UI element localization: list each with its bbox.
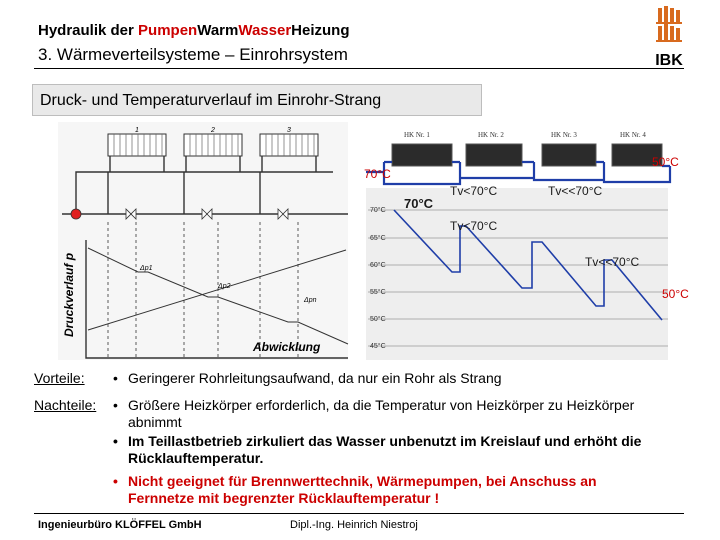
nachteile-label: Nachteile: [34, 397, 97, 413]
dp-label-n: Δpn [304, 297, 317, 304]
tv-temp-2: Tv<<70°C [548, 184, 603, 198]
header-title [38, 22, 350, 39]
tick-70: 70°C [370, 207, 386, 214]
header-divider [34, 68, 684, 69]
title-word-wasser: Wasser [238, 22, 292, 39]
radiator-3 [260, 134, 318, 156]
temperature-diagram [366, 131, 670, 360]
page-subtitle: 3. Wärmeverteilsysteme – Einrohrsystem [38, 45, 348, 64]
end-temp: 50°C [662, 287, 689, 301]
tv-temp-3: Tv<70°C [450, 219, 498, 233]
logo-flame-icon [656, 6, 682, 42]
title-word-heizung: Heizung [291, 22, 350, 39]
tick-55: 55°C [370, 289, 386, 296]
tick-45: 45°C [370, 343, 386, 350]
supply-temp-right: 50°C [652, 155, 679, 169]
bullet-dot: • [113, 473, 118, 489]
radiator-1 [108, 134, 166, 156]
dp-label-2: Δp2 [218, 283, 231, 290]
hk1-inlet-temp: 70°C [404, 196, 434, 211]
pump-icon [71, 209, 81, 219]
bullet-dot: • [113, 370, 118, 386]
tv-temp-1: Tv<70°C [450, 184, 498, 198]
radiator-2 [184, 134, 242, 156]
footer-company: Ingenieurbüro KLÖFFEL GmbH [38, 519, 202, 531]
dp-label-1: Δp1 [140, 265, 153, 272]
ibk-logo [652, 6, 686, 68]
nachteil-item-2 [113, 433, 693, 469]
nachteil-text-2: Im Teillastbetrieb zirkuliert das Wasser unbenutzt im Kreislauf und erhöht die Rücklauftemperatur. [128, 433, 642, 466]
pressure-axis-label: Druckverlauf p [62, 252, 76, 337]
nachteil-text-3: Nicht geeignet für Brennwerttechnik, Wärmepumpen, bei Anschuss an Fernnetze mit begrenzter Rücklauftemperatur ! [128, 473, 597, 506]
footer-author: Dipl.-Ing. Heinrich Niestroj [290, 519, 418, 531]
nachteil-item-1 [113, 397, 693, 433]
pressure-diagram [58, 122, 348, 360]
hk-radiator-2 [466, 144, 522, 166]
hk-radiator-3 [542, 144, 596, 166]
title-prefix: Hydraulik der [38, 22, 139, 39]
title-word-warm: Warm [197, 22, 239, 39]
section-title: Druck- und Temperaturverlauf im Einrohr-Strang [40, 92, 382, 109]
bullet-dot: • [113, 433, 118, 449]
radiator-label-3: 3 [287, 127, 291, 134]
nachteil-text-1: Größere Heizkörper erforderlich, da die Temperatur von Heizkörper zu Heizkörper abnimmt [128, 397, 635, 430]
tick-50: 50°C [370, 316, 386, 323]
vorteil-text: Geringerer Rohrleitungsaufwand, da nur ein Rohr als Strang [128, 370, 502, 386]
hk-label-4: HK Nr. 4 [620, 131, 646, 139]
radiator-label-2: 2 [211, 127, 215, 134]
logo-text: IBK [655, 52, 683, 68]
title-word-pumpen: Pumpen [138, 22, 198, 39]
footer-divider [34, 513, 684, 514]
hk-label-2: HK Nr. 2 [478, 131, 504, 139]
abwicklung-axis-label: Abwicklung [253, 340, 321, 354]
vorteile-label: Vorteile: [34, 370, 85, 386]
einrohr-diagram [48, 122, 688, 367]
vorteil-item [113, 370, 693, 390]
hk-radiator-1 [392, 144, 452, 166]
hk-label-3: HK Nr. 3 [551, 131, 577, 139]
bullet-dot: • [113, 397, 118, 413]
tv-temp-4: Tv<<70°C [585, 255, 640, 269]
tick-65: 65°C [370, 235, 386, 242]
supply-temp-left: 70°C [364, 167, 391, 181]
tick-60: 60°C [370, 262, 386, 269]
radiator-label-1: 1 [135, 127, 139, 134]
nachteil-item-3 [113, 473, 693, 509]
hk-label-1: HK Nr. 1 [404, 131, 430, 139]
